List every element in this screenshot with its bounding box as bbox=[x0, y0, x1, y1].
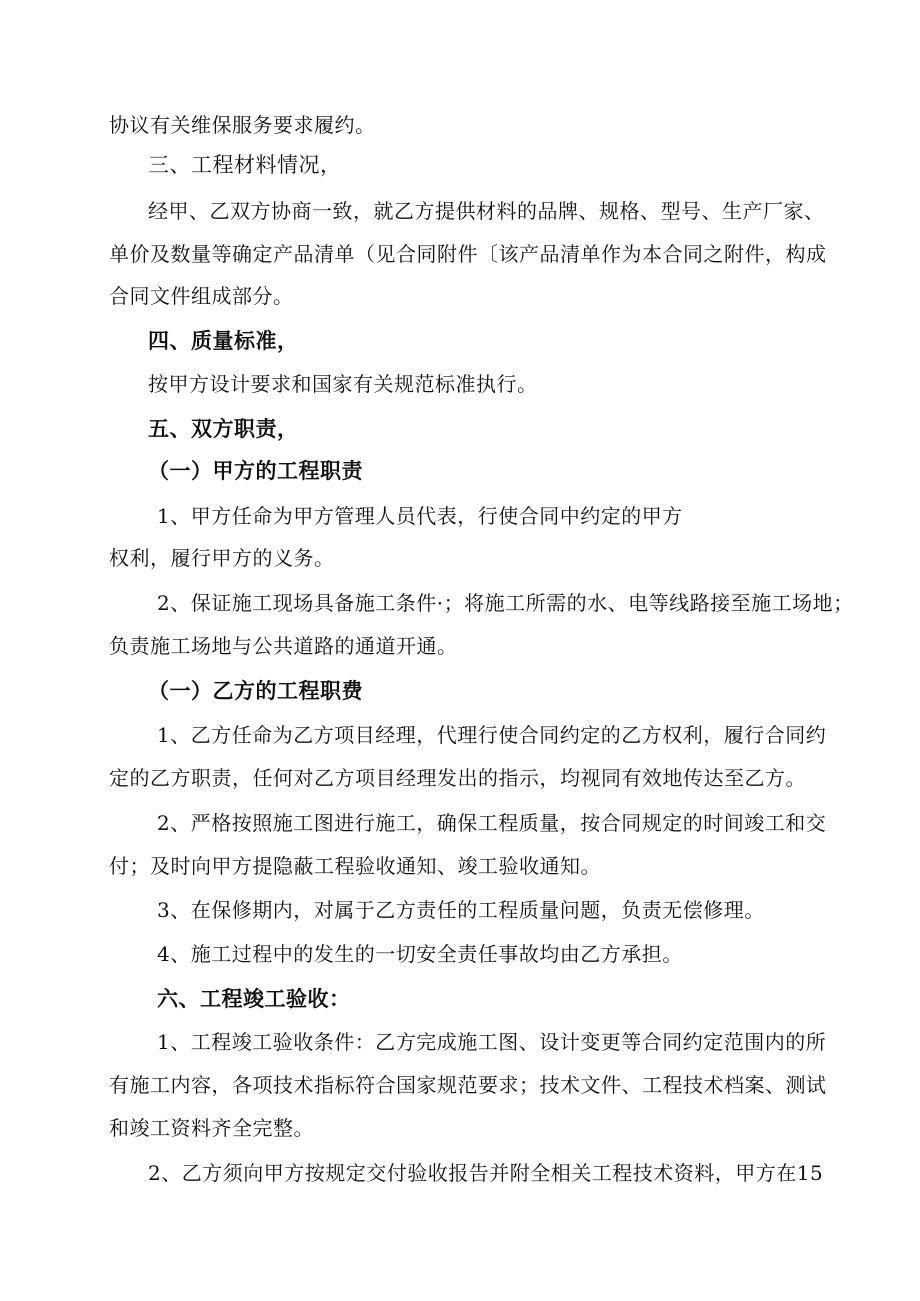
body-text: 2、保证施工现场具备施工条件·；将施工所需的水、电等线路接至施工场地； bbox=[157, 591, 854, 615]
body-text: 权利，履行甲方的义务。 bbox=[109, 546, 335, 570]
body-text: 1、乙方任命为乙方项目经理，代理行使合同约定的乙方权利，履行合同约 bbox=[157, 723, 827, 747]
section-heading: 四、质量标准， bbox=[148, 329, 299, 353]
body-text: 1、甲方任命为甲方管理人员代表，行使合同中约定的甲方 bbox=[157, 504, 683, 528]
body-text: 协议有关维保服务要求履约。 bbox=[109, 113, 376, 137]
section-heading: 五、双方职责， bbox=[148, 417, 299, 441]
body-text: 1、工程竣工验收条件：乙方完成施工图、设计变更等合同约定范围内的所 bbox=[157, 1030, 827, 1054]
body-text: 2、乙方须向甲方按规定交付验收报告并附全相关工程技术资料，甲方在15 bbox=[148, 1161, 824, 1185]
body-text: 4、施工过程中的发生的一切安全责任事故均由乙方承担。 bbox=[157, 942, 683, 966]
body-text: 3、在保修期内，对属于乙方责任的工程质量问题，负责无偿修理。 bbox=[157, 898, 765, 922]
body-text: 按甲方设计要求和国家有关规范标准执行。 bbox=[148, 372, 538, 396]
body-text: 负责施工场地与公共道路的通道开通。 bbox=[109, 634, 458, 658]
body-text: 单价及数量等确定产品清单（见合同附件〔该产品清单作为本合同之附件，构成 bbox=[109, 242, 827, 266]
section-heading: 六、工程竣工验收： bbox=[157, 987, 351, 1011]
subsection-heading: （一）甲方的工程职责 bbox=[148, 459, 363, 483]
body-text: 定的乙方职责，任何对乙方项目经理发出的指示，均视同有效地传达至乙方。 bbox=[109, 766, 806, 790]
body-text: 2、严格按照施工图进行施工，确保工程质量，按合同规定的时间竣工和交 bbox=[157, 811, 827, 835]
body-text: 经甲、乙双方协商一致，就乙方提供材料的品牌、规格、型号、生产厂家、 bbox=[148, 199, 825, 223]
body-text: 和竣工资料齐全完整。 bbox=[109, 1116, 314, 1140]
body-text: 有施工内容，各项技术指标符合国家规范要求；技术文件、工程技术档案、测试 bbox=[109, 1073, 827, 1097]
body-text: 合同文件组成部分。 bbox=[109, 284, 294, 308]
section-heading: 三、工程材料情况， bbox=[148, 153, 342, 177]
body-text: 付；及时向甲方提隐蔽工程验收通知、竣工验收通知。 bbox=[109, 854, 601, 878]
subsection-heading: （一）乙方的工程职费 bbox=[148, 679, 363, 703]
